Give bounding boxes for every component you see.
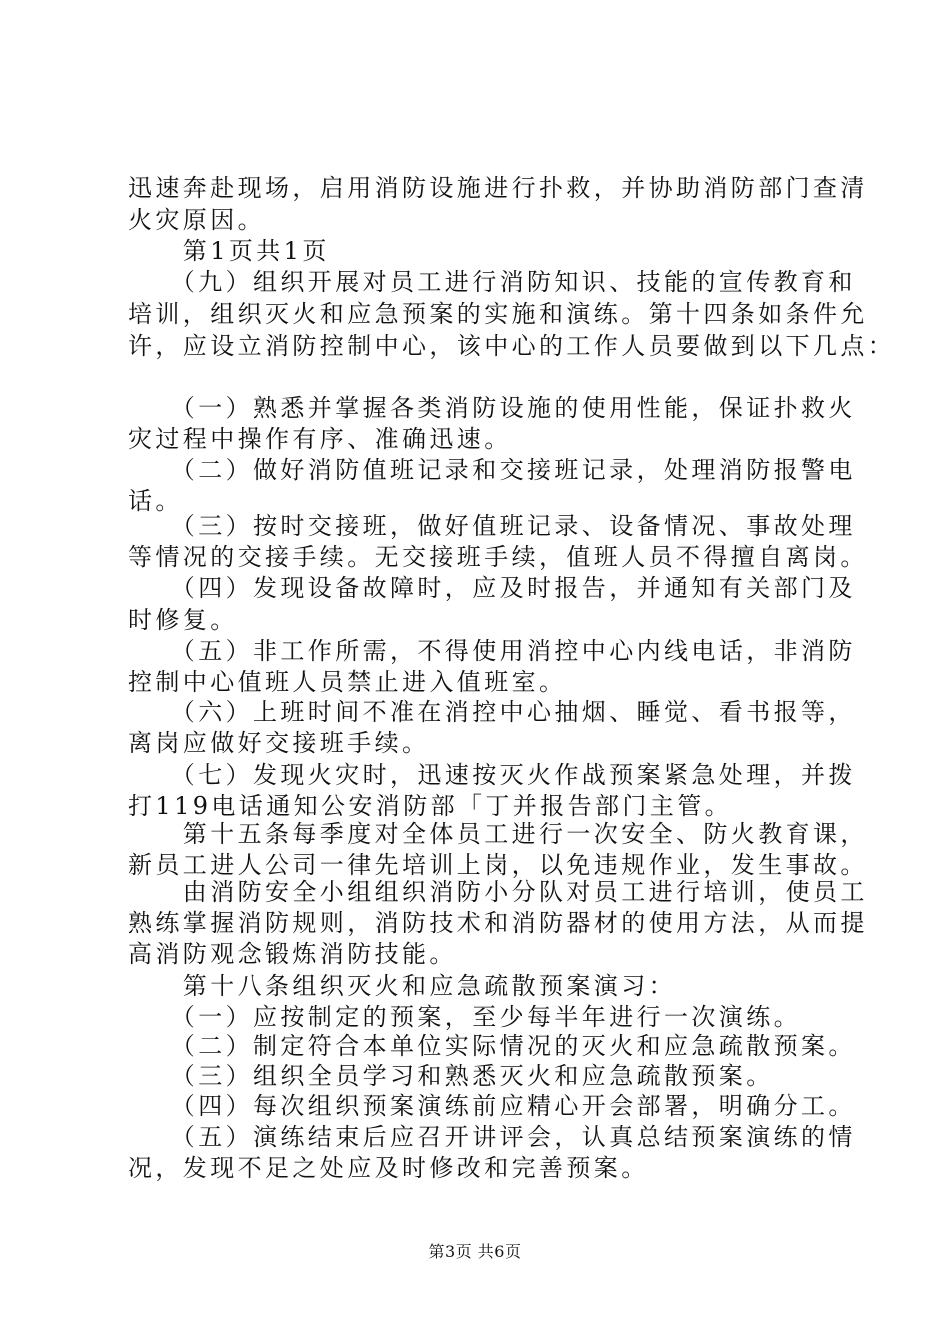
body-text-line: 迅速奔赴现场，启用消防设施进行扑救，并协助消防部门查清 (128, 174, 868, 202)
body-text-line: （九）组织开展对员工进行消防知识、技能的宣传教育和 (128, 268, 856, 296)
body-text-line: 等情况的交接手续。无交接班手续，值班人员不得擅自离岗。 (128, 543, 868, 571)
body-text-line: （五）演练结束后应召开讲评会，认真总结预案演练的情 (128, 1123, 856, 1151)
body-text-line: 第十八条组织灭火和应急疏散预案演习： (128, 972, 676, 1000)
body-text-line: 况，发现不足之处应及时修改和完善预案。 (128, 1154, 649, 1182)
body-text-line: （四）发现设备故障时，应及时报告，并通知有关部门及 (128, 574, 856, 602)
body-text-line: （七）发现火灾时，迅速按灭火作战预案紧急处理，并拨 (128, 761, 856, 789)
body-text-line: 打119电话通知公安消防部「丁并报告部门主管。 (128, 792, 733, 820)
body-text-line: 高消防观念锻炼消防技能。 (128, 940, 457, 968)
body-text-line: 离岗应做好交接班手续。 (128, 729, 430, 757)
page-footer: 第3页 共6页 (428, 1242, 522, 1261)
body-text-line: （三）按时交接班，做好值班记录、设备情况、事故处理 (128, 512, 856, 540)
body-text-line: 培训，组织灭火和应急预案的实施和演练。第十四条如条件允 (128, 300, 868, 328)
body-text-line: （三）组织全员学习和熟悉灭火和应急疏散预案。 (128, 1062, 774, 1090)
body-text-line: （四）每次组织预案演练前应精心开会部署，明确分工。 (128, 1092, 856, 1120)
body-text-line: （六）上班时间不准在消控中心抽烟、睡觉、看书报等， (128, 698, 856, 726)
body-text-line: 话。 (128, 487, 183, 515)
body-text-line: 由消防安全小组组织消防小分队对员工进行培训，使员工 (128, 878, 868, 906)
body-text-line: （二）制定符合本单位实际情况的灭火和应急疏散预案。 (128, 1032, 856, 1060)
body-text-line: 灾过程中操作有序、准确迅速。 (128, 425, 512, 453)
body-text-line: 时修复。 (128, 606, 238, 634)
body-text-line: 许，应设立消防控制中心，该中心的工作人员要做到以下几点： (128, 332, 896, 360)
body-text-line: （一）熟悉并掌握各类消防设施的使用性能，保证扑救火 (128, 394, 856, 422)
body-text-line: 熟练掌握消防规则，消防技术和消防器材的使用方法，从而提 (128, 909, 868, 937)
body-text-line: 控制中心值班人员禁止进入值班室。 (128, 668, 567, 696)
body-text-line: （二）做好消防值班记录和交接班记录，处理消防报警电 (128, 456, 856, 484)
body-text-line: 火灾原因。 (128, 206, 265, 234)
body-text-line: 新员工进人公司一律先培训上岗，以免违规作业，发生事故。 (128, 851, 868, 879)
page-number-inline: 第1页共1页 (128, 237, 330, 265)
body-text-line: （一）应按制定的预案，至少每半年进行一次演练。 (128, 1003, 801, 1031)
body-text-line: 第十五条每季度对全体员工进行一次安全、防火教育课， (128, 820, 868, 848)
body-text-line: （五）非工作所需，不得使用消控中心内线电话，非消防 (128, 637, 856, 665)
